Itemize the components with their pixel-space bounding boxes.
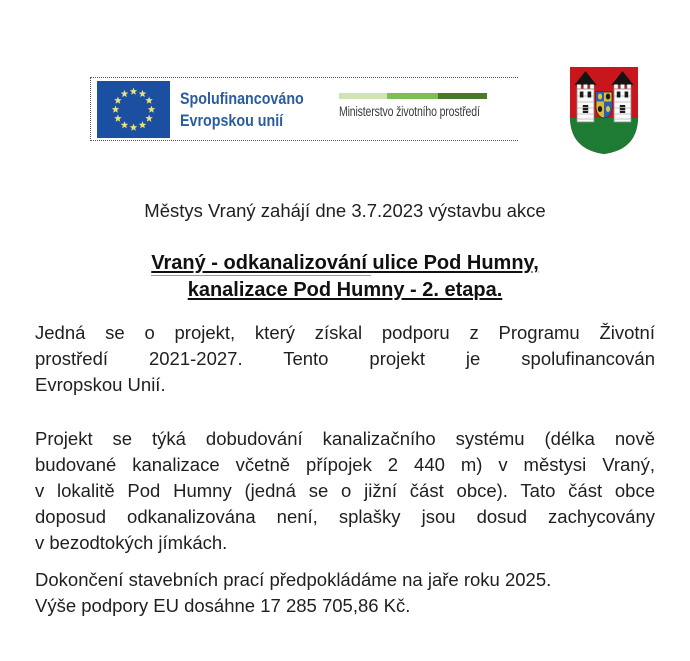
paragraph-line: Evropskou Unií.	[35, 374, 166, 395]
project-title	[0, 250, 690, 304]
paragraph-line: doposud odkanalizována není, splašky jsou dosud zachycovány	[35, 506, 655, 527]
paragraph-line: budované kanalizace včetně přípojek 2 440 m) v městysi Vraný,	[35, 454, 655, 475]
intro-line: Městys Vraný zahájí dne 3.7.2023 výstavbu akce	[144, 200, 546, 221]
coat-center-shield	[596, 92, 612, 118]
paragraph-line: v bezodtokých jímkách.	[35, 532, 228, 553]
project-title-line2: kanalizace Pod Humny - 2. etapa.	[187, 279, 503, 301]
logo-strip	[90, 77, 518, 141]
paragraph-1	[35, 320, 655, 398]
paragraph-line: Dokončení stavebních prací předpokládáme na jaře roku 2025.	[35, 569, 552, 590]
paragraph-line: v lokalitě Pod Humny (jedná se o jižní část obce). Tato část obce	[35, 480, 655, 501]
ministry-label: Ministerstvo životního prostředí	[339, 104, 480, 119]
eu-flag-icon	[97, 81, 170, 138]
eu-cofunded-label-line1: Spolufinancováno	[180, 89, 304, 108]
paragraph-line: Jedná se o projekt, který získal podporu z Programu Životní	[35, 322, 655, 343]
paragraph-line: prostředí 2021-2027. Tento projekt je spolufinancován	[35, 348, 655, 369]
paragraph-line: Výše podpory EU dosáhne 17 285 705,86 Kč.	[35, 595, 411, 616]
vrany-coat-of-arms-icon	[566, 65, 642, 157]
eu-cofunded-label	[180, 88, 304, 132]
project-title-line1-marked: Vraný - odkanalizování	[151, 252, 367, 274]
ministry-logo	[339, 93, 509, 119]
paragraph-2	[35, 426, 655, 556]
project-title-line1	[0, 250, 690, 277]
eu-cofunded-label-line2: Evropskou unií	[180, 111, 284, 130]
paragraph-3	[35, 567, 655, 619]
ministry-gradient-bar-icon	[339, 93, 487, 99]
paragraph-line: Projekt se týká dobudování kanalizačního systému (délka nově	[35, 428, 655, 449]
project-title-line1-rest: ulice Pod Humny,	[366, 252, 539, 274]
